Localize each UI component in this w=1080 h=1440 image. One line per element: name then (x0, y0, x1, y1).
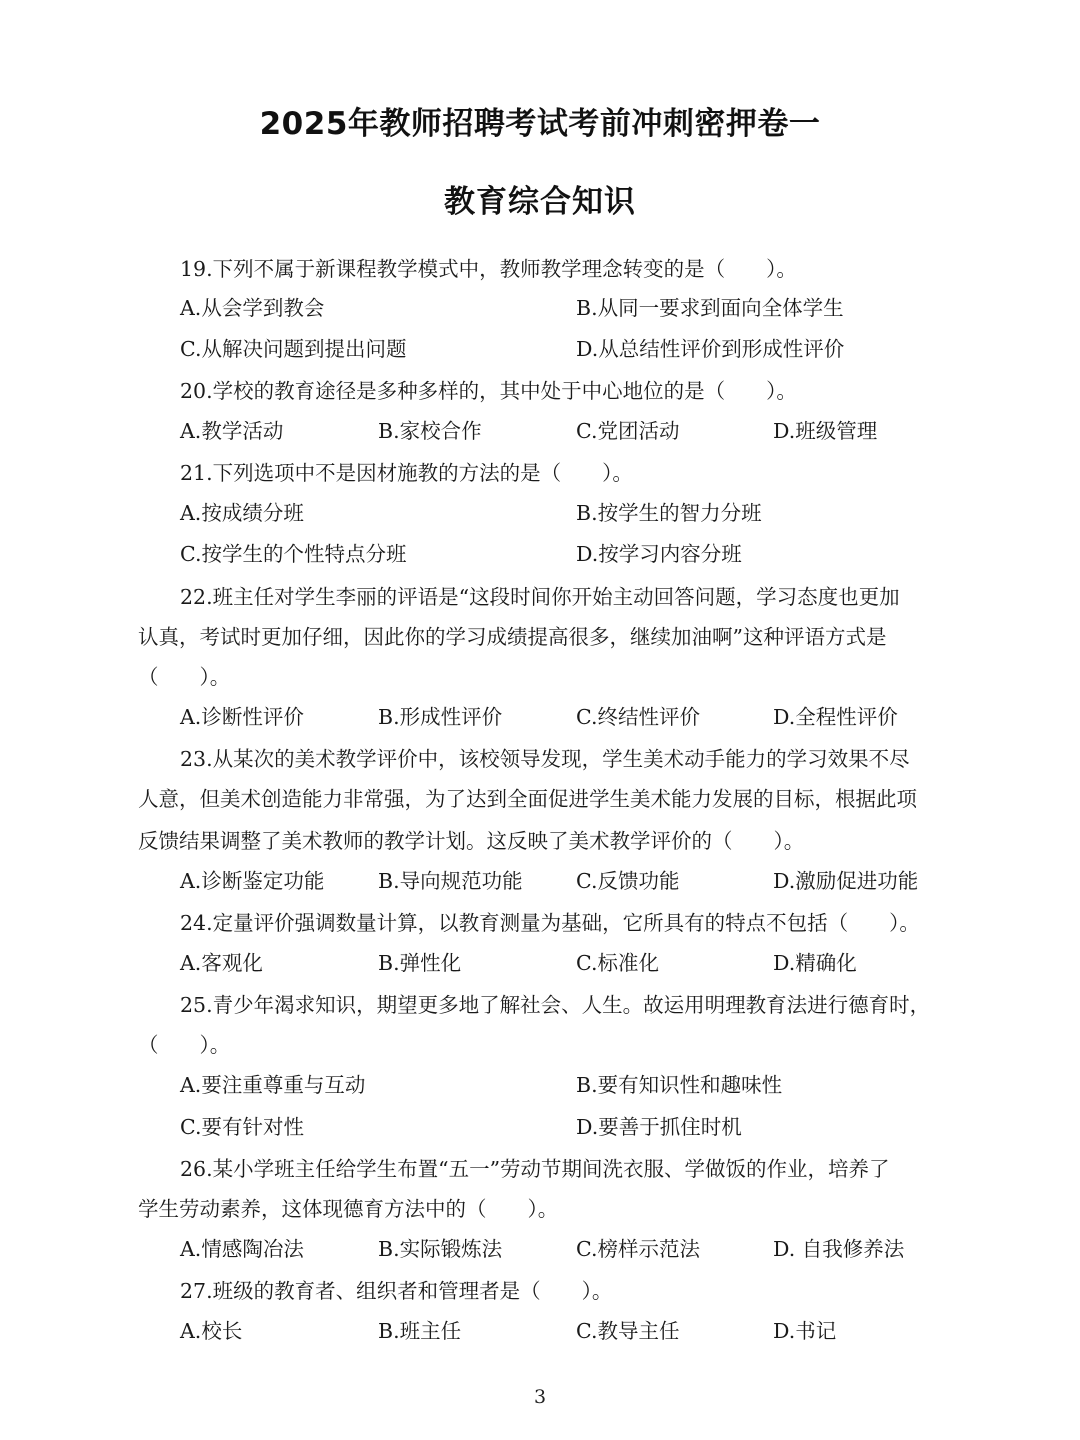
question-23-stem-line: 反馈结果调整了美术教师的教学计划。这反映了美术教学评价的（ ）。 (138, 829, 805, 853)
question-20-option: C.党团活动 (576, 419, 680, 443)
exam-subtitle: 教育综合知识 (444, 184, 636, 220)
question-27-option: C.教导主任 (576, 1319, 680, 1343)
question-21-option: C.按学生的个性特点分班 (180, 542, 407, 566)
question-23-option: B.导向规范功能 (378, 869, 523, 893)
question-23-option: A.诊断鉴定功能 (180, 869, 325, 893)
question-23-option: D.激励促进功能 (773, 869, 919, 893)
question-19-option: D.从总结性评价到形成性评价 (576, 337, 845, 361)
question-20-option: B.家校合作 (378, 419, 482, 443)
question-25-stem-line: 25.青少年渴求知识，期望更多地了解社会、人生。故运用明理教育法进行德育时， (180, 993, 931, 1017)
question-24-option: C.标准化 (576, 951, 659, 975)
question-20-option: D.班级管理 (773, 419, 878, 443)
question-21-option: B.按学生的智力分班 (576, 501, 762, 525)
question-27-option: D.书记 (773, 1319, 837, 1343)
question-22-option: B.形成性评价 (378, 705, 503, 729)
page-number: 3 (533, 1386, 547, 1408)
question-27-stem-line: 27.班级的教育者、组织者和管理者是（ ）。 (180, 1279, 613, 1303)
question-23-stem-line: 人意，但美术创造能力非常强，为了达到全面促进学生美术能力发展的目标，根据此项 (138, 787, 917, 811)
question-26-option: B.实际锻炼法 (378, 1237, 503, 1261)
question-25-option: A.要注重尊重与互动 (180, 1073, 366, 1097)
question-24-option: A.客观化 (180, 951, 263, 975)
question-24-option: D.精确化 (773, 951, 857, 975)
question-25-option: C.要有针对性 (180, 1115, 304, 1139)
question-22-option: C.终结性评价 (576, 705, 700, 729)
question-26-option: A.情感陶冶法 (180, 1237, 304, 1261)
question-21-option: A.按成绩分班 (180, 501, 304, 525)
question-20-stem-line: 20.学校的教育途径是多种多样的，其中处于中心地位的是（ ）。 (180, 379, 797, 403)
question-27-option: B.班主任 (378, 1319, 462, 1343)
question-26-stem-line: 学生劳动素养，这体现德育方法中的（ ）。 (138, 1197, 559, 1221)
question-22-option: A.诊断性评价 (180, 705, 304, 729)
question-19-option: B.从同一要求到面向全体学生 (576, 296, 844, 320)
question-20-option: A.教学活动 (180, 419, 284, 443)
question-25-option: D.要善于抓住时机 (576, 1115, 742, 1139)
question-21-stem-line: 21.下列选项中不是因材施教的方法的是（ ）。 (180, 461, 633, 485)
question-26-option: C.榜样示范法 (576, 1237, 700, 1261)
question-26-option: D. 自我修养法 (773, 1237, 905, 1261)
question-19-option: C.从解决问题到提出问题 (180, 337, 407, 361)
question-21-option: D.按学习内容分班 (576, 542, 742, 566)
question-26-stem-line: 26.某小学班主任给学生布置“五一”劳动节期间洗衣服、学做饭的作业，培养了 (180, 1157, 890, 1181)
question-23-stem-line: 23.从某次的美术教学评价中，该校领导发现，学生美术动手能力的学习效果不尽 (180, 747, 910, 771)
question-25-option: B.要有知识性和趣味性 (576, 1073, 783, 1097)
exam-title: 2025年教师招聘考试考前冲刺密押卷一 (259, 106, 821, 142)
question-24-stem-line: 24.定量评价强调数量计算，以教育测量为基础，它所具有的特点不包括（ ）。 (180, 911, 920, 935)
question-22-stem-line: 认真，考试时更加仔细，因此你的学习成绩提高很多，继续加油啊”这种评语方式是 (138, 625, 887, 649)
question-22-option: D.全程性评价 (773, 705, 898, 729)
question-22-stem-line: （ ）。 (138, 665, 231, 689)
question-24-option: B.弹性化 (378, 951, 462, 975)
question-27-option: A.校长 (180, 1319, 243, 1343)
question-23-option: C.反馈功能 (576, 869, 680, 893)
question-22-stem-line: 22.班主任对学生李丽的评语是“这段时间你开始主动回答问题，学习态度也更加 (180, 585, 900, 609)
question-25-stem-line: （ ）。 (138, 1033, 231, 1057)
question-19-option: A.从会学到教会 (180, 296, 325, 320)
question-19-stem-line: 19.下列不属于新课程教学模式中，教师教学理念转变的是（ ）。 (180, 257, 797, 281)
